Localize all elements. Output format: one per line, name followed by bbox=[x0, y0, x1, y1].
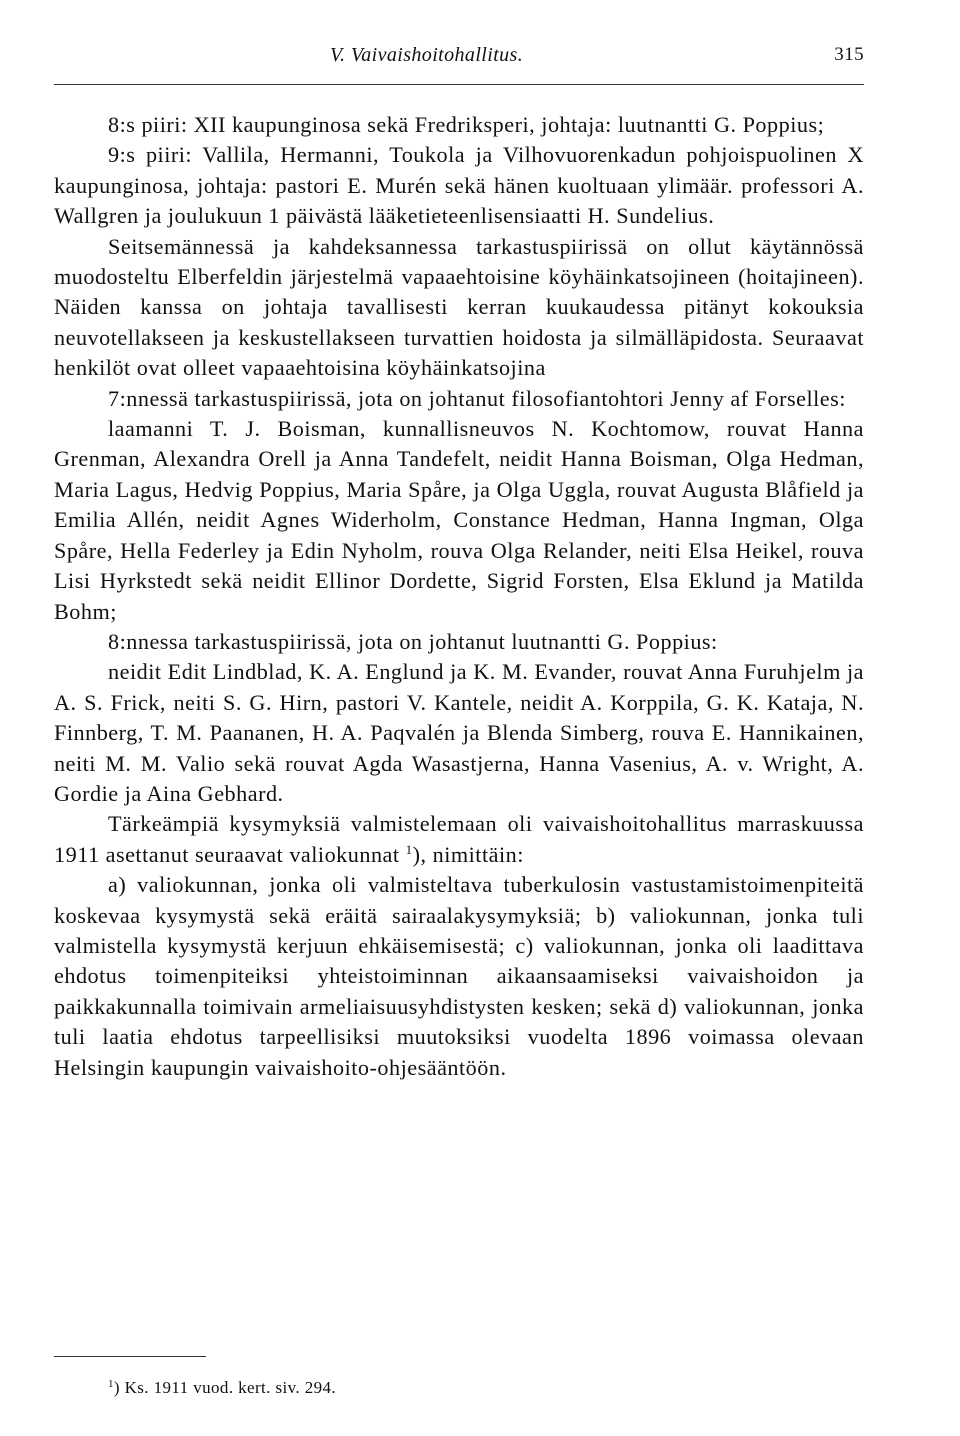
paragraph-elberfeld-system: Seitsemännessä ja kahdeksannessa tarkastuspiirissä on ollut käytännössä muodosteltu Elberfeldin järjestelmä vapaaehtoisine köyhäinkatsojineen (hoitajineen). Näiden kanssa on johtaja tavallisesti kerran kuukaudessa pitänyt kokouksia neuvotellakseen ja keskustellakseen turvattien hoidosta ja silmälläpidosta. Seuraavat henkilöt ovat olleet vapaaehtoisina köyhäinkatsojina bbox=[54, 233, 864, 381]
committees-intro-end: ), nimittäin: bbox=[412, 841, 524, 867]
footnote-marker: 1 bbox=[108, 1378, 114, 1390]
paragraph-district-8-heading: 8:nnessa tarkastuspiirissä, jota on johtanut luutnantti G. Poppius: bbox=[108, 628, 718, 654]
paragraph-district-7-heading: 7:nnessä tarkastuspiirissä, jota on johtanut filosofiantohtori Jenny af Forselles: bbox=[108, 385, 846, 411]
paragraph-district-9: 9:s piiri: Vallila, Hermanni, Toukola ja Vilhovuorenkadun pohjoispuolinen X kaupunginosa, johtaja: pastori E. Murén sekä hänen kuoltuaan ylimäär. professori A. Wallgren ja joulukuun 1 päivästä lääketieteenlisensiaatti H. Sundelius. bbox=[54, 142, 864, 229]
footnote-text: ) Ks. 1911 vuod. kert. siv. 294. bbox=[113, 1378, 337, 1397]
paragraph-district-8-members: neidit Edit Lindblad, K. A. Englund ja K. M. Evander, rouvat Anna Furuhjelm ja A. S. Frick, neiti S. G. Hirn, pastori V. Kantele, neidit A. Korppila, G. K. Kataja, N. Finnberg, T. M. Paananen, H. A. Paqvalén ja Blenda Simberg, rouva E. Hannikainen, neiti M. M. Valio sekä rouvat Agda Wasastjerna, Hanna Vasenius, A. v. Wright, A. Gordie ja Aina Gebhard. bbox=[54, 659, 864, 806]
page-number: 315 bbox=[834, 44, 864, 65]
paragraph-district-8: 8:s piiri: XII kaupunginosa sekä Fredriksperi, johtaja: luutnantti G. Poppius; bbox=[108, 112, 825, 137]
footnote bbox=[108, 1378, 336, 1398]
running-header bbox=[54, 44, 864, 78]
body-text bbox=[54, 110, 864, 1083]
footnote-reference: 1 bbox=[405, 841, 413, 857]
header-rule bbox=[54, 84, 864, 85]
paragraph-committees-list: a) valiokunnan, jonka oli valmisteltava tuberkulosin vastustamistoimenpiteitä koskevaa kysymystä sekä eräitä sairaalakysymyksiä; b) valiokunnan, jonka tuli valmistella kysymystä kerjuun ehkäisemisestä; c) valiokunnan, jonka oli laadittava ehdotus toimenpiteiksi yhteistoiminnan aikaansaamiseksi vaivaishoidon ja paikkakunnalla toimivain armeliaisuusyhdistysten kesken; sekä d) valiokunnan, jonka tuli laatia ehdotus tarpeellisiksi muutoksiksi vuodelta 1896 voimassa olevaan Helsingin kaupungin vaivaishoito-ohjesääntöön. bbox=[54, 872, 864, 1080]
paragraph-committees-intro bbox=[54, 809, 864, 870]
section-title: V. Vaivaishoitohallitus. bbox=[330, 44, 524, 66]
committees-intro-text: Tärkeämpiä kysymyksiä valmistelemaan oli vaivaishoitohallitus marraskuussa 1911 asettanut seuraavat valiokunnat bbox=[54, 811, 864, 867]
footnote-rule bbox=[54, 1356, 206, 1357]
paragraph-district-7-members: laamanni T. J. Boisman, kunnallisneuvos N. Kochtomow, rouvat Hanna Grenman, Alexandra Orell ja Anna Tandefelt, neidit Hanna Boisman, Olga Hedman, Maria Lagus, Hedvig Poppius, Maria Spåre, ja Olga Uggla, rouvat Augusta Blåfield ja Emilia Allén, neidit Agnes Widerholm, Constance Hedman, Hanna Ingman, Olga Spåre, Hella Federley ja Edin Nyholm, rouva Olga Relander, neiti Elsa Heikel, rouva Lisi Hyrkstedt sekä neidit Ellinor Dordette, Sigrid Forsten, Elsa Eklund ja Matilda Bohm; bbox=[54, 416, 864, 624]
